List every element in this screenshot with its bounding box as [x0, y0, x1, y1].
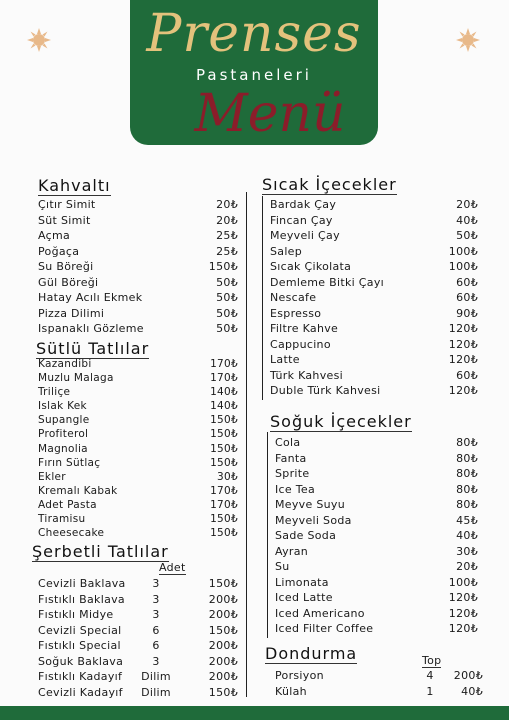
menu-item-name: Fıstıklı Midye: [38, 608, 114, 621]
menu-item-row: [275, 545, 478, 561]
menu-item-name: Kremalı Kabak: [38, 484, 118, 497]
menu-item-price: 60₺: [456, 291, 478, 304]
soguk-list: [275, 436, 478, 638]
menu-item-name: Iced Filter Coffee: [275, 622, 374, 635]
menu-item-name: Bardak Çay: [270, 198, 337, 211]
menu-item-name: Magnolia: [38, 442, 88, 455]
menu-item-price: 150₺: [208, 260, 238, 273]
menu-item-price: 80₺: [456, 451, 478, 465]
menu-item-name: Açma: [38, 229, 71, 242]
menu-item-price: 50₺: [456, 229, 478, 242]
menu-item-row: [38, 443, 238, 457]
column-divider: [262, 196, 263, 400]
menu-item-price: 80₺: [456, 482, 478, 496]
menu-item-price: 30₺: [217, 470, 238, 483]
menu-item-row: [38, 198, 238, 214]
menu-item-name: Fanta: [275, 451, 307, 465]
sutlu-list: [38, 358, 238, 541]
menu-item-row: [275, 436, 478, 452]
menu-item-price: 100₺: [448, 575, 478, 589]
menu-item-name: Islak Kek: [38, 400, 87, 413]
menu-item-row: [270, 322, 478, 338]
menu-item-row: [270, 214, 478, 230]
menu-item-name: Külah: [275, 684, 307, 698]
menu-item-qty: 6: [152, 639, 160, 652]
menu-item-qty: 3: [152, 592, 160, 606]
menu-item-name: Sıcak Çikolata: [270, 260, 352, 273]
menu-item-row: [275, 685, 483, 701]
menu-item-row: [38, 245, 238, 261]
menu-item-row: [270, 384, 478, 400]
menu-item-price: 25₺: [216, 229, 238, 242]
menu-item-price: 50₺: [216, 322, 238, 335]
menu-item-row: [38, 639, 238, 655]
section-title-serbetli: Şerbetli Tatlılar: [32, 542, 169, 561]
menu-item-price: 120₺: [448, 353, 478, 366]
menu-item-name: Ispanaklı Gözleme: [38, 322, 144, 335]
menu-item-name: Türk Kahvesi: [270, 368, 343, 382]
menu-item-price: 200₺: [208, 592, 238, 606]
menu-item-price: 150₺: [210, 513, 238, 526]
menu-item-price: 50₺: [216, 275, 238, 289]
menu-item-price: 30₺: [456, 544, 478, 558]
menu-item-name: Meyveli Çay: [270, 229, 340, 242]
menu-item-row: [270, 260, 478, 276]
brand-name: Prenses: [146, 4, 362, 64]
menu-item-name: Cevizli Kadayıf: [38, 685, 123, 699]
section-title-kahvalti: Kahvaltı: [38, 176, 111, 195]
menu-item-row: [38, 291, 238, 307]
menu-item-row: [38, 414, 238, 428]
menu-item-row: [38, 655, 238, 671]
menu-item-row: [38, 400, 238, 414]
menu-item-name: Meyve Suyu: [275, 498, 345, 511]
menu-item-price: 40₺: [456, 213, 478, 227]
menu-item-price: 50₺: [216, 291, 238, 304]
menu-item-price: 170₺: [210, 358, 238, 370]
menu-item-qty: 3: [152, 654, 160, 668]
menu-item-row: [38, 499, 238, 513]
menu-item-name: Filtre Kahve: [270, 322, 339, 335]
menu-item-row: [38, 260, 238, 276]
section-title-dondurma: Dondurma: [265, 644, 358, 663]
menu-item-price: 200₺: [208, 654, 238, 668]
menu-item-name: Cappucino: [270, 337, 331, 351]
menu-item-name: Gül Böreği: [38, 275, 99, 289]
menu-item-price: 40₺: [461, 684, 483, 698]
menu-item-price: 150₺: [210, 442, 238, 455]
menu-item-row: [38, 457, 238, 471]
menu-item-row: [270, 276, 478, 292]
menu-title: Menü: [194, 84, 346, 144]
menu-item-name: Ayran: [275, 544, 309, 558]
menu-item-row: [38, 276, 238, 292]
menu-item-row: [270, 229, 478, 245]
menu-item-row: [38, 593, 238, 609]
menu-item-row: [38, 214, 238, 230]
menu-item-price: 120₺: [448, 622, 478, 635]
menu-item-price: 120₺: [448, 384, 478, 397]
menu-item-name: Kazandibi: [38, 358, 92, 370]
menu-item-row: [275, 669, 483, 685]
menu-item-qty: 1: [426, 684, 434, 698]
brand-subtitle: Pastaneleri: [196, 66, 312, 84]
menu-item-row: [38, 577, 238, 593]
menu-item-row: [275, 514, 478, 530]
menu-item-row: [38, 428, 238, 442]
menu-item-name: Pizza Dilimi: [38, 306, 105, 320]
menu-item-price: 80₺: [456, 498, 478, 511]
menu-item-row: [38, 307, 238, 323]
menu-item-row: [38, 608, 238, 624]
menu-item-row: [270, 338, 478, 354]
menu-item-name: Su Böreği: [38, 260, 94, 273]
serbetli-list: [38, 577, 238, 701]
menu-item-price: 140₺: [210, 400, 238, 413]
menu-item-row: [38, 527, 238, 541]
menu-item-qty: 3: [152, 608, 160, 621]
menu-item-row: [38, 624, 238, 640]
menu-item-price: 80₺: [456, 436, 478, 449]
menu-item-row: [275, 498, 478, 514]
menu-item-price: 100₺: [448, 260, 478, 273]
menu-item-price: 200₺: [453, 669, 483, 682]
menu-item-name: Muzlu Malaga: [38, 372, 114, 385]
menu-item-row: [38, 372, 238, 386]
menu-item-price: 200₺: [208, 608, 238, 621]
menu-item-price: 150₺: [208, 623, 238, 637]
menu-item-name: Espresso: [270, 306, 322, 320]
menu-item-row: [270, 245, 478, 261]
menu-item-price: 20₺: [456, 198, 478, 211]
menu-item-price: 20₺: [216, 213, 238, 227]
sicak-list: [270, 198, 478, 400]
menu-item-name: Iced Americano: [275, 606, 365, 620]
menu-item-row: [270, 198, 478, 214]
footer-bar: [0, 706, 509, 720]
menu-item-qty: 4: [426, 669, 434, 682]
menu-item-row: [270, 353, 478, 369]
menu-item-price: 150₺: [208, 685, 238, 699]
menu-item-row: [275, 622, 478, 638]
menu-item-qty: 3: [152, 577, 160, 590]
menu-item-price: 170₺: [210, 498, 238, 511]
menu-item-name: Fincan Çay: [270, 213, 333, 227]
menu-item-name: Fıstıklı Kadayıf: [38, 670, 123, 683]
menu-item-name: Meyveli Soda: [275, 513, 352, 527]
menu-item-name: Demleme Bitki Çayı: [270, 275, 384, 289]
menu-item-price: 80₺: [456, 467, 478, 480]
menu-item-name: Porsiyon: [275, 669, 324, 682]
menu-item-price: 170₺: [210, 372, 238, 385]
menu-item-qty: Dilim: [141, 670, 171, 683]
menu-item-name: Duble Türk Kahvesi: [270, 384, 381, 397]
menu-item-name: Tiramisu: [38, 513, 86, 526]
menu-item-name: Cevizli Baklava: [38, 577, 126, 590]
menu-item-name: Latte: [270, 353, 300, 366]
column-divider: [246, 192, 247, 697]
menu-item-row: [38, 513, 238, 527]
menu-item-name: Soğuk Baklava: [38, 654, 124, 668]
menu-item-name: Fıstıklı Special: [38, 639, 121, 652]
section-title-sicak: Sıcak İçecekler: [262, 175, 397, 194]
menu-item-row: [38, 358, 238, 372]
menu-item-row: [275, 452, 478, 468]
menu-item-row: [38, 485, 238, 499]
menu-item-row: [38, 471, 238, 485]
menu-item-row: [38, 686, 238, 702]
menu-item-name: Süt Simit: [38, 213, 91, 227]
menu-item-price: 170₺: [210, 484, 238, 497]
menu-item-price: 200₺: [208, 639, 238, 652]
menu-item-name: Limonata: [275, 575, 329, 589]
menu-item-price: 150₺: [210, 527, 238, 540]
menu-item-row: [38, 322, 238, 338]
menu-item-name: Su: [275, 560, 290, 573]
menu-item-price: 60₺: [456, 275, 478, 289]
menu-item-name: Adet Pasta: [38, 498, 97, 511]
menu-item-name: Fıstıklı Baklava: [38, 592, 125, 606]
menu-item-row: [275, 467, 478, 483]
menu-item-row: [275, 607, 478, 623]
menu-item-name: Cevizli Special: [38, 623, 122, 637]
menu-item-name: Triliçe: [38, 386, 71, 399]
menu-item-price: 120₺: [448, 606, 478, 620]
menu-item-name: Sade Soda: [275, 529, 337, 542]
menu-item-price: 150₺: [210, 456, 238, 469]
menu-item-row: [275, 576, 478, 592]
menu-item-name: Profiterol: [38, 428, 89, 441]
menu-item-name: Çıtır Simit: [38, 198, 96, 211]
menu-item-price: 90₺: [456, 306, 478, 320]
menu-item-name: Ekler: [38, 470, 66, 483]
menu-item-name: Poğaça: [38, 244, 80, 258]
qty-header: Adet: [159, 561, 186, 574]
menu-item-name: Salep: [270, 244, 303, 258]
section-title-sutlu: Sütlü Tatlılar: [36, 339, 150, 358]
dondurma-list: [275, 669, 483, 700]
menu-item-qty: 6: [152, 623, 160, 637]
menu-item-row: [270, 307, 478, 323]
menu-item-price: 150₺: [210, 428, 238, 441]
menu-item-price: 50₺: [216, 306, 238, 320]
menu-item-price: 200₺: [208, 670, 238, 683]
menu-item-name: Hatay Acılı Ekmek: [38, 291, 143, 304]
menu-item-qty: Dilim: [141, 685, 171, 699]
menu-item-price: 40₺: [456, 529, 478, 542]
qty-header: Top: [422, 654, 442, 667]
menu-item-row: [270, 369, 478, 385]
column-divider: [267, 432, 268, 638]
menu-item-row: [270, 291, 478, 307]
menu-item-name: Iced Latte: [275, 591, 333, 604]
menu-item-row: [38, 229, 238, 245]
menu-item-row: [38, 386, 238, 400]
menu-item-price: 120₺: [448, 591, 478, 604]
menu-item-row: [275, 529, 478, 545]
menu-item-price: 20₺: [216, 198, 238, 211]
menu-item-price: 20₺: [456, 560, 478, 573]
menu-item-price: 25₺: [216, 244, 238, 258]
menu-item-name: Fırın Sütlaç: [38, 456, 101, 469]
menu-item-name: Cheesecake: [38, 527, 105, 540]
menu-item-price: 100₺: [448, 244, 478, 258]
menu-item-row: [275, 591, 478, 607]
menu-item-name: Nescafe: [270, 291, 317, 304]
menu-item-price: 120₺: [448, 322, 478, 335]
section-title-soguk: Soğuk İçecekler: [270, 412, 412, 431]
menu-item-price: 60₺: [456, 368, 478, 382]
menu-item-row: [38, 670, 238, 686]
menu-item-row: [275, 560, 478, 576]
menu-item-price: 45₺: [456, 513, 478, 527]
menu-item-price: 140₺: [210, 386, 238, 399]
sun-ornament-icon: [456, 28, 480, 52]
menu-item-name: Supangle: [38, 414, 90, 427]
menu-item-price: 120₺: [448, 337, 478, 351]
menu-item-price: 150₺: [208, 577, 238, 590]
menu-item-name: Sprite: [275, 467, 310, 480]
sun-ornament-icon: [27, 28, 51, 52]
menu-item-name: Ice Tea: [275, 482, 316, 496]
menu-item-price: 150₺: [210, 414, 238, 427]
menu-item-name: Cola: [275, 436, 301, 449]
menu-item-row: [275, 483, 478, 499]
kahvalti-list: [38, 198, 238, 338]
